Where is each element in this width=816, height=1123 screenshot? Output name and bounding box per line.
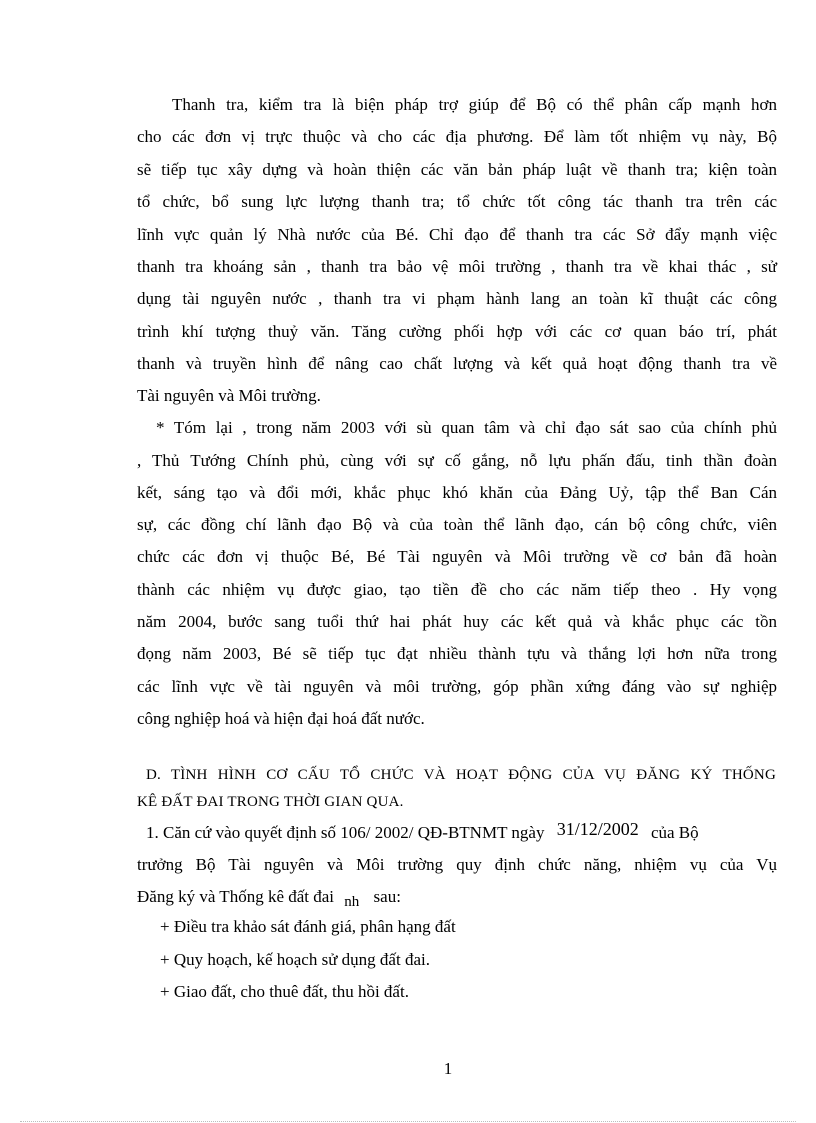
decision-date: 31/12/2002: [556, 819, 639, 839]
paragraph-line: trình khí tượng thuỷ văn. Tăng cường phối hợp với các cơ quan báo trí, phát: [137, 322, 777, 341]
paragraph-line: thanh và truyền hình để nâng cao chất lượng và kết quả hoạt động thanh tra về: [137, 354, 777, 373]
decision-text: 1. Căn cứ vào quyết định số 106/ 2002/ QĐ-BTNMT ngày: [146, 823, 545, 842]
paragraph-line: Tài nguyên và Môi trường.: [137, 386, 321, 405]
page-bottom-divider: [20, 1121, 796, 1122]
paragraph-line: sự, các đồng chí lãnh đạo Bộ và của toàn thể lãnh đạo, cán bộ công chức, viên: [137, 515, 777, 534]
paragraph-line: kết, sáng tạo và đổi mới, khắc phục khó khăn của Đảng Uỷ, tập thể Ban Cán: [137, 483, 777, 502]
section-heading-line: KÊ ĐẤT ĐAI TRONG THỜI GIAN QUA.: [137, 794, 404, 810]
decision-line: [137, 887, 777, 908]
decision-fragment: nh: [344, 894, 360, 910]
list-item: + Giao đất, cho thuê đất, thu hồi đất.: [160, 982, 409, 1001]
list-item: + Quy hoạch, kế hoạch sử dụng đất đai.: [160, 950, 430, 969]
paragraph-line: , Thủ Tướng Chính phủ, cùng với sự cố gắng, nỗ lựu phấn đấu, tinh thần đoàn: [137, 451, 777, 470]
decision-text-end: sau:: [373, 887, 401, 906]
decision-text-end: của Bộ: [650, 823, 699, 842]
paragraph-line: đọng năm 2003, Bé sẽ tiếp tục đạt nhiều thành tựu và thắng lợi hơn nữa trong: [137, 644, 777, 663]
paragraph-line: công nghiệp hoá và hiện đại hoá đất nước.: [137, 709, 425, 728]
paragraph-line: sẽ tiếp tục xây dựng và hoàn thiện các văn bản pháp luật về thanh tra; kiện toàn: [137, 160, 777, 179]
paragraph-line: năm 2004, bước sang tuổi thứ hai phát huy các kết quả và khắc phục các tồn: [137, 612, 777, 631]
page-number: 1: [443, 1059, 453, 1078]
paragraph-line: các lĩnh vực về tài nguyên và môi trường, góp phần xứng đáng vào sự nghiệp: [137, 677, 777, 696]
list-item: + Điều tra khảo sát đánh giá, phân hạng đất: [160, 917, 456, 936]
paragraph-line: dụng tài nguyên nước , thanh tra vi phạm hành lang an toàn kĩ thuật các công: [137, 289, 777, 308]
decision-text: Đăng ký và Thống kê đất đai: [137, 887, 335, 906]
paragraph-line: thành các nhiệm vụ được giao, tạo tiền đề cho các năm tiếp theo . Hy vọng: [137, 580, 777, 599]
paragraph-line: thanh tra khoáng sản , thanh tra bảo vệ môi trường , thanh tra về khai thác , sử: [137, 257, 777, 276]
paragraph-line: tổ chức, bổ sung lực lượng thanh tra; tổ chức tốt công tác thanh tra trên các: [137, 192, 777, 211]
paragraph-line: lĩnh vực quản lý Nhà nước của Bé. Chỉ đạo để thanh tra các Sở đẩy mạnh việc: [137, 225, 777, 244]
paragraph-line: cho các đơn vị trực thuộc và cho các địa phương. Để làm tốt nhiệm vụ này, Bộ: [137, 127, 777, 146]
decision-line: trưởng Bộ Tài nguyên và Môi trường quy định chức năng, nhiệm vụ của Vụ: [137, 855, 777, 874]
paragraph-line: chức các đơn vị thuộc Bé, Bé Tài nguyên và Môi trường về cơ bản đã hoàn: [137, 547, 777, 566]
section-heading-line: D. TÌNH HÌNH CƠ CẤU TỔ CHỨC VÀ HOẠT ĐỘNG CỦA VỤ ĐĂNG KÝ THỐNG: [146, 767, 776, 783]
paragraph-line: Thanh tra, kiểm tra là biện pháp trợ giúp để Bộ có thể phân cấp mạnh hơn: [172, 95, 777, 114]
decision-line: [146, 819, 778, 843]
paragraph-line: * Tóm lại , trong năm 2003 với sù quan tâm và chỉ đạo sát sao của chính phủ: [156, 418, 777, 437]
